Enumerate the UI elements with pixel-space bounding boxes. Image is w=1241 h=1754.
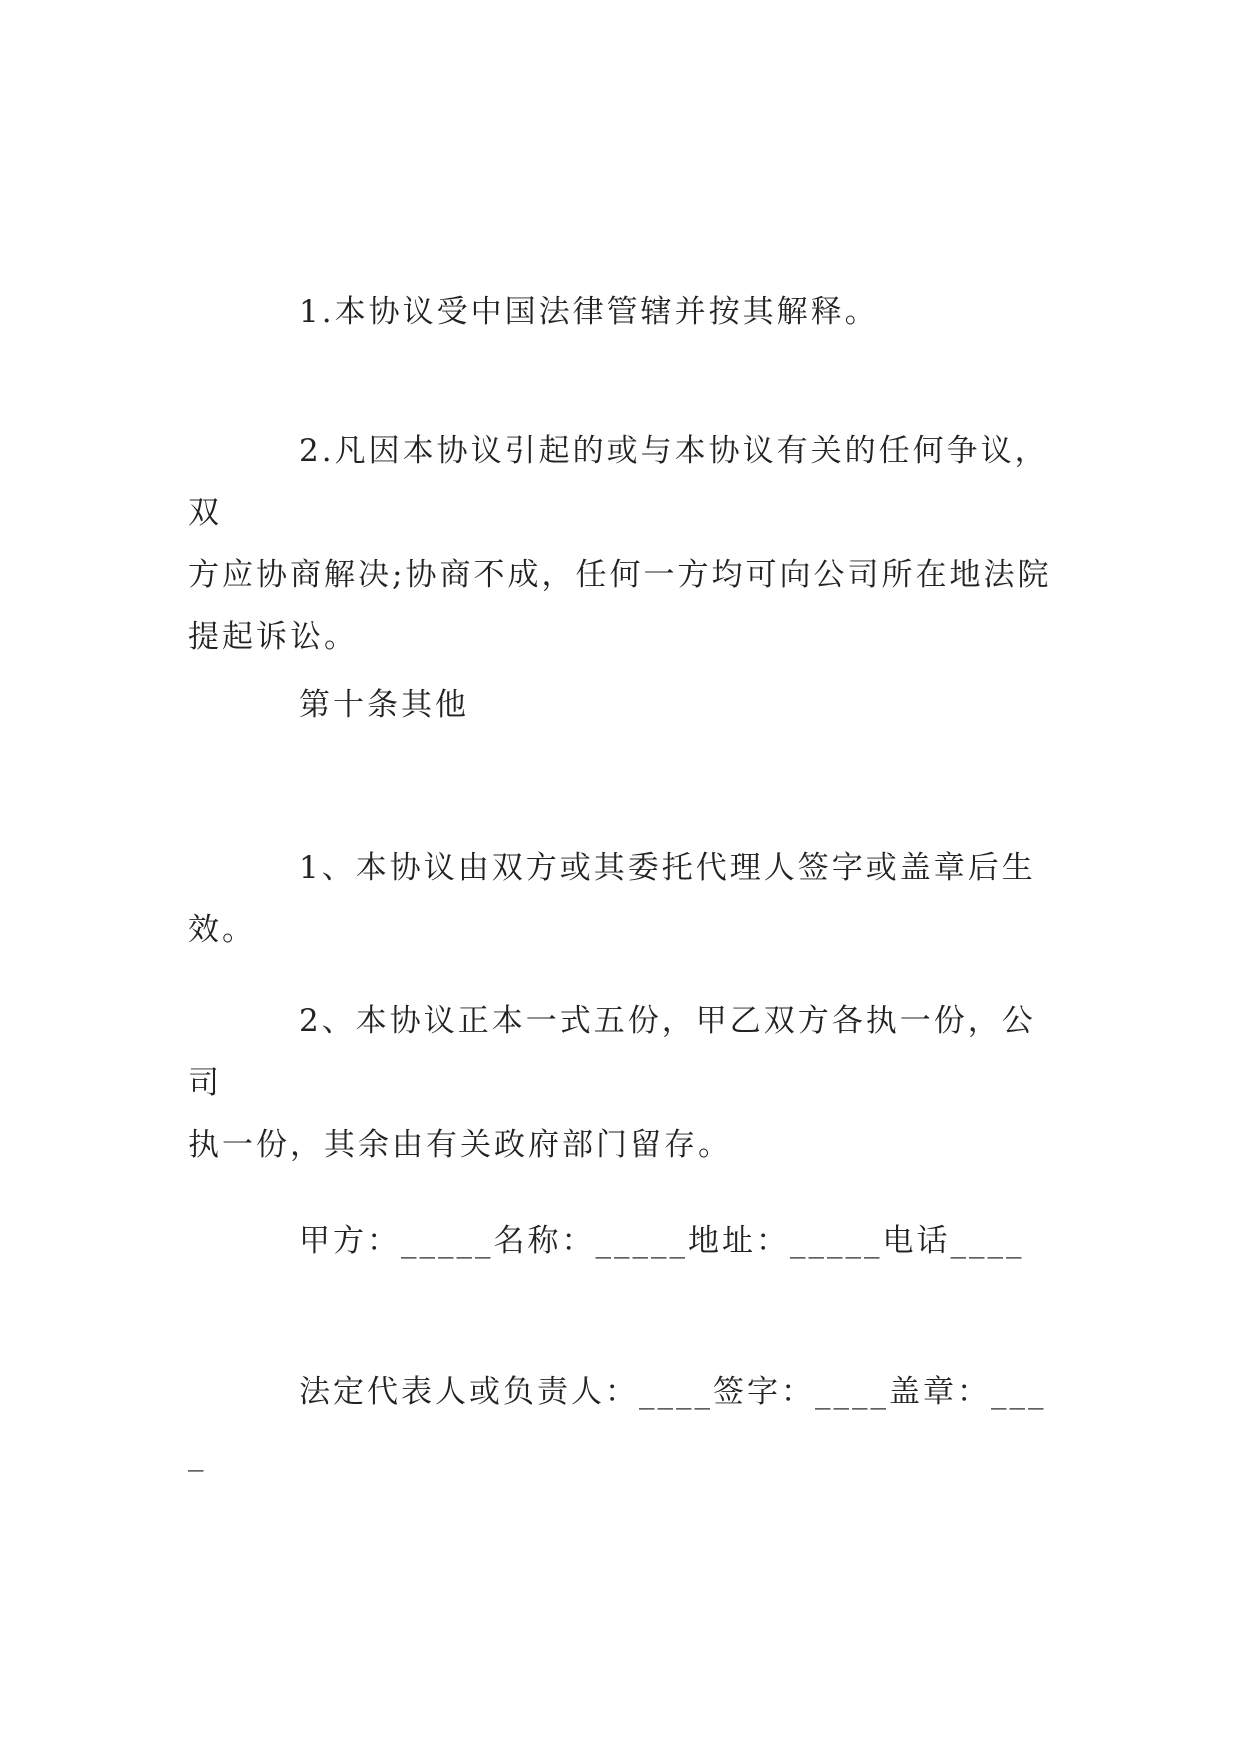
text-line: 执一份，其余由有关政府部门留存。 <box>188 1127 732 1163</box>
text-line: 2、本协议正本一式五份，甲乙双方各执一份，公司 <box>188 1003 1036 1101</box>
heading-text: 第十条其他 <box>299 687 469 723</box>
text-line: 方应协商解决;协商不成，任何一方均可向公司所在地法院 <box>188 557 1052 593</box>
text-line: 提起诉讼。 <box>188 619 358 655</box>
text-line: 甲方：_____名称：_____地址：_____电话____ <box>299 1223 1025 1259</box>
text-line: 1.本协议受中国法律管辖并按其解释。 <box>299 294 879 330</box>
signature-line <box>188 1237 1058 1609</box>
text-line: 1、本协议由双方或其委托代理人签字或盖章后生效。 <box>188 850 1036 948</box>
text-line: 法定代表人或负责人：____签字：____盖章：____ <box>188 1374 1047 1472</box>
text-line: 2.凡因本协议引起的或与本协议有关的任何争议，双 <box>188 433 1049 531</box>
